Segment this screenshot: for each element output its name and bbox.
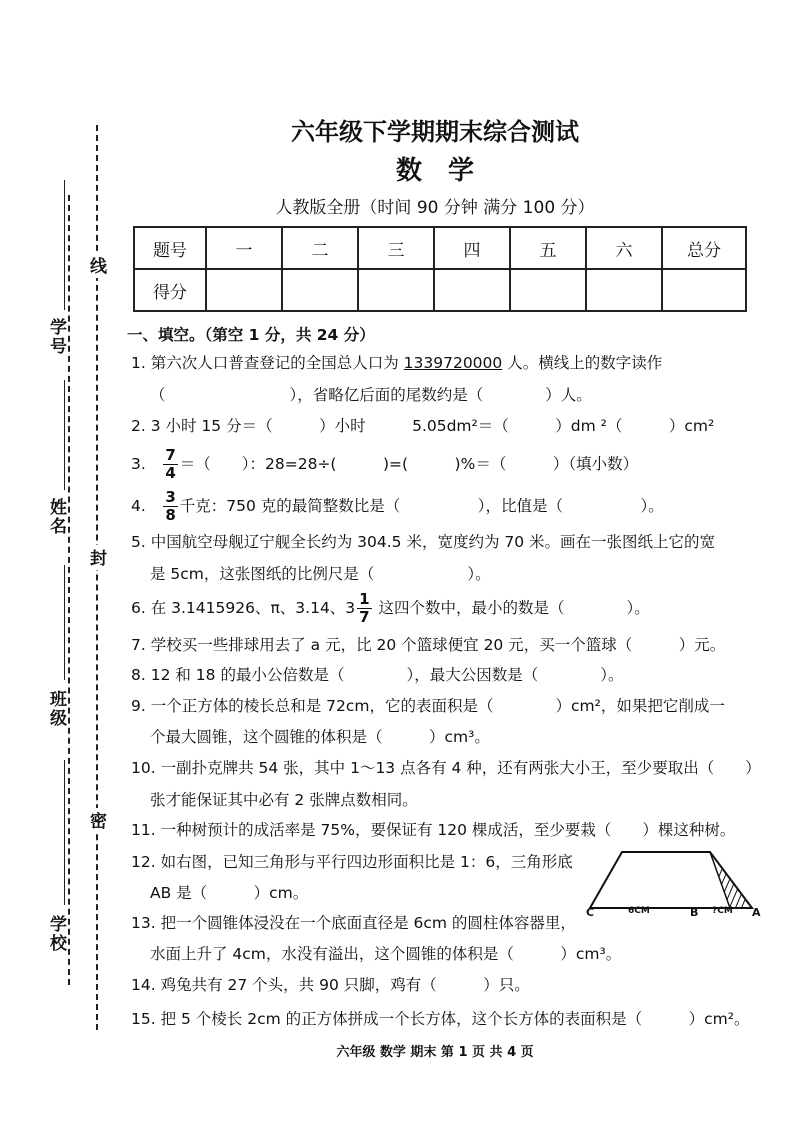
figure-label-c: C (586, 906, 595, 919)
cell-header-5: 五 (510, 227, 586, 269)
question-8: 8. 12 和 18 的最小公倍数是（ ），最大公因数是（ ）。 (131, 666, 624, 684)
left-dashed-line (68, 195, 70, 985)
q6-fraction-denominator: 7 (359, 608, 370, 626)
q6-text-pre: 6. 在 3.1415926、π、3.14、3 (131, 599, 356, 617)
question-5-line-1: 5. 中国航空母舰辽宁舰全长约为 304.5 米，宽度约为 70 米。画在一张图纸上它的宽 (131, 533, 716, 551)
question-7: 7. 学校买一些排球用去了 a 元，比 20 个篮球便宜 20 元，买一个篮球（ ）元。 (131, 636, 726, 654)
cell-header-total: 总分 (662, 227, 746, 269)
figure-label-cb-length: 6CM (628, 906, 650, 916)
blank-name (64, 380, 65, 490)
cell-header-6: 六 (586, 227, 662, 269)
score-table-header-row (134, 227, 746, 269)
cell-score-3[interactable] (358, 269, 434, 311)
cell-header-4: 四 (434, 227, 510, 269)
figure-label-a: A (752, 906, 761, 919)
question-5-line-2: 是 5cm，这张图纸的比例尺是（ ）。 (150, 565, 491, 583)
label-student-number: 学号 (46, 318, 66, 356)
q6-text-post: 这四个数中，最小的数是（ ）。 (373, 599, 650, 617)
score-table (133, 226, 747, 312)
cell-score-6[interactable] (586, 269, 662, 311)
question-9-line-1: 9. 一个正方体的棱长总和是 72cm，它的表面积是（ ）cm²，如果把它削成一 (131, 697, 725, 715)
cell-header-label: 题号 (134, 227, 206, 269)
q1-text-pre: 1. 第六次人口普查登记的全国总人口为 (131, 354, 404, 372)
score-table-score-row (134, 269, 746, 311)
cell-score-4[interactable] (434, 269, 510, 311)
question-10-line-1: 10. 一副扑克牌共 54 张，其中 1～13 点各有 4 种，还有两张大小王，至少要取出（ ） (131, 759, 761, 777)
question-2: 2. 3 小时 15 分＝（ ）小时 5.05dm²＝（ ）dm ²（ ）cm² (131, 417, 715, 435)
question-12-line-1: 12. 如右图，已知三角形与平行四边形面积比是 1：6，三角形底 (131, 853, 573, 871)
cell-header-1: 一 (206, 227, 282, 269)
q6-fraction (357, 591, 371, 626)
question-10-line-2: 张才能保证其中必有 2 张牌点数相同。 (150, 791, 418, 809)
cell-score-2[interactable] (282, 269, 358, 311)
label-school: 学校 (46, 915, 66, 953)
figure-label-b: B (690, 906, 699, 919)
blank-class (64, 565, 65, 680)
cell-header-2: 二 (282, 227, 358, 269)
cell-score-label: 得分 (134, 269, 206, 311)
q4-text: 千克：750 克的最简整数比是（ ），比值是（ ）。 (179, 497, 664, 515)
question-12-line-2: AB 是（ ）cm。 (150, 884, 309, 902)
page-footer: 六年级 数学 期末 第 1 页 共 4 页 (336, 1045, 534, 1060)
q4-number: 4. (131, 497, 146, 515)
cell-score-5[interactable] (510, 269, 586, 311)
question-9-line-2: 个最大圆锥，这个圆锥的体积是（ ）cm³。 (150, 728, 490, 746)
question-6 (131, 590, 650, 626)
question-15: 15. 把 5 个棱长 2cm 的正方体拼成一个长方体，这个长方体的表面积是（ ）cm²。 (131, 1010, 750, 1028)
q4-fraction-denominator: 8 (165, 506, 176, 524)
exam-meta: 人教版全册（时间 90 分钟 满分 100 分） (275, 198, 595, 218)
exam-title: 六年级下学期期末综合测试 (291, 118, 579, 146)
question-4 (131, 488, 664, 524)
q3-text: ＝（ ）：28=28÷( )=( )%＝（ ）（填小数） (179, 455, 639, 473)
label-name: 姓名 (46, 498, 66, 536)
cell-score-1[interactable] (206, 269, 282, 311)
q1-population-number: 1339720000 (403, 354, 503, 372)
blank-school (64, 760, 65, 905)
margin-mark-mi: 密 (84, 808, 109, 833)
question-11: 11. 一种树预计的成活率是 75%，要保证有 120 棵成活，至少要栽（ ）棵这种树。 (131, 821, 736, 839)
q3-fraction (163, 447, 177, 482)
figure-label-ba-length: ?CM (712, 906, 733, 916)
q4-fraction-numerator: 3 (165, 488, 176, 506)
cell-score-total[interactable] (662, 269, 746, 311)
cell-header-3: 三 (358, 227, 434, 269)
q3-fraction-numerator: 7 (165, 446, 176, 464)
subject-title: 数 学 (395, 156, 474, 186)
question-13-line-1: 13. 把一个圆锥体浸没在一个底面直径是 6cm 的圆柱体容器里， (131, 914, 576, 932)
question-1-line-2: （ ），省略亿后面的尾数约是（ ）人。 (150, 386, 592, 404)
q4-fraction (163, 489, 177, 524)
parallelogram-triangle-figure (582, 846, 772, 922)
section-heading-fill-blank: 一、填空。（第空 1 分，共 24 分） (127, 326, 375, 344)
question-13-line-2: 水面上升了 4cm，水没有溢出，这个圆锥的体积是（ ）cm³。 (150, 945, 622, 963)
question-1-line-1 (131, 353, 662, 373)
margin-mark-xian: 线 (84, 253, 109, 278)
q1-text-post: 人。横线上的数字读作 (502, 354, 663, 372)
label-class: 班级 (46, 690, 66, 728)
q3-fraction-denominator: 4 (165, 464, 176, 482)
question-3 (131, 446, 638, 482)
margin-mark-feng: 封 (84, 545, 109, 570)
q6-fraction-numerator: 1 (359, 590, 370, 608)
question-14: 14. 鸡兔共有 27 个头，共 90 只脚，鸡有（ ）只。 (131, 976, 530, 994)
q3-number: 3. (131, 455, 146, 473)
